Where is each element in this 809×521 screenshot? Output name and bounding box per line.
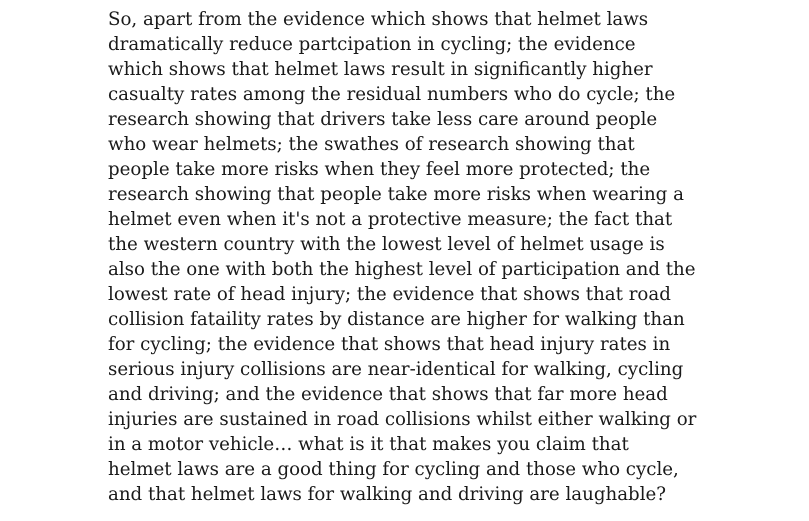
comment-line: which shows that helmet laws result in significantly higher bbox=[108, 59, 653, 80]
comment-line: people take more risks when they feel more protected; the bbox=[108, 159, 651, 180]
comment-line: So, apart from the evidence which shows that helmet laws bbox=[108, 9, 649, 30]
comment-line: and that helmet laws for walking and driving are laughable? bbox=[108, 484, 667, 505]
comment-line: also the one with both the highest level of participation and the bbox=[108, 259, 696, 280]
comment-line: who wear helmets; the swathes of research showing that bbox=[108, 134, 635, 155]
comment-line: injuries are sustained in road collisions whilst either walking or bbox=[108, 409, 697, 430]
comment-line: dramatically reduce partcipation in cycling; the evidence bbox=[108, 34, 636, 55]
comment-line: the western country with the lowest level of helmet usage is bbox=[108, 234, 665, 255]
comment-line: helmet laws are a good thing for cycling and those who cycle, bbox=[108, 459, 679, 480]
comment-line: collision fataility rates by distance are higher for walking than bbox=[108, 309, 685, 330]
comment-body bbox=[108, 7, 748, 507]
comment-line: casualty rates among the residual numbers who do cycle; the bbox=[108, 84, 676, 105]
comment-line: serious injury collisions are near-identical for walking, cycling bbox=[108, 359, 684, 380]
comment-line: research showing that people take more risks when wearing a bbox=[108, 184, 684, 205]
comment-line: lowest rate of head injury; the evidence that shows that road bbox=[108, 284, 671, 305]
comment-line: research showing that drivers take less care around people bbox=[108, 109, 658, 130]
comment-line: for cycling; the evidence that shows that head injury rates in bbox=[108, 334, 671, 355]
comment-line: in a motor vehicle… what is it that makes you claim that bbox=[108, 434, 629, 455]
comment-line: helmet even when it's not a protective measure; the fact that bbox=[108, 209, 673, 230]
comment-line: and driving; and the evidence that shows that far more head bbox=[108, 384, 668, 405]
